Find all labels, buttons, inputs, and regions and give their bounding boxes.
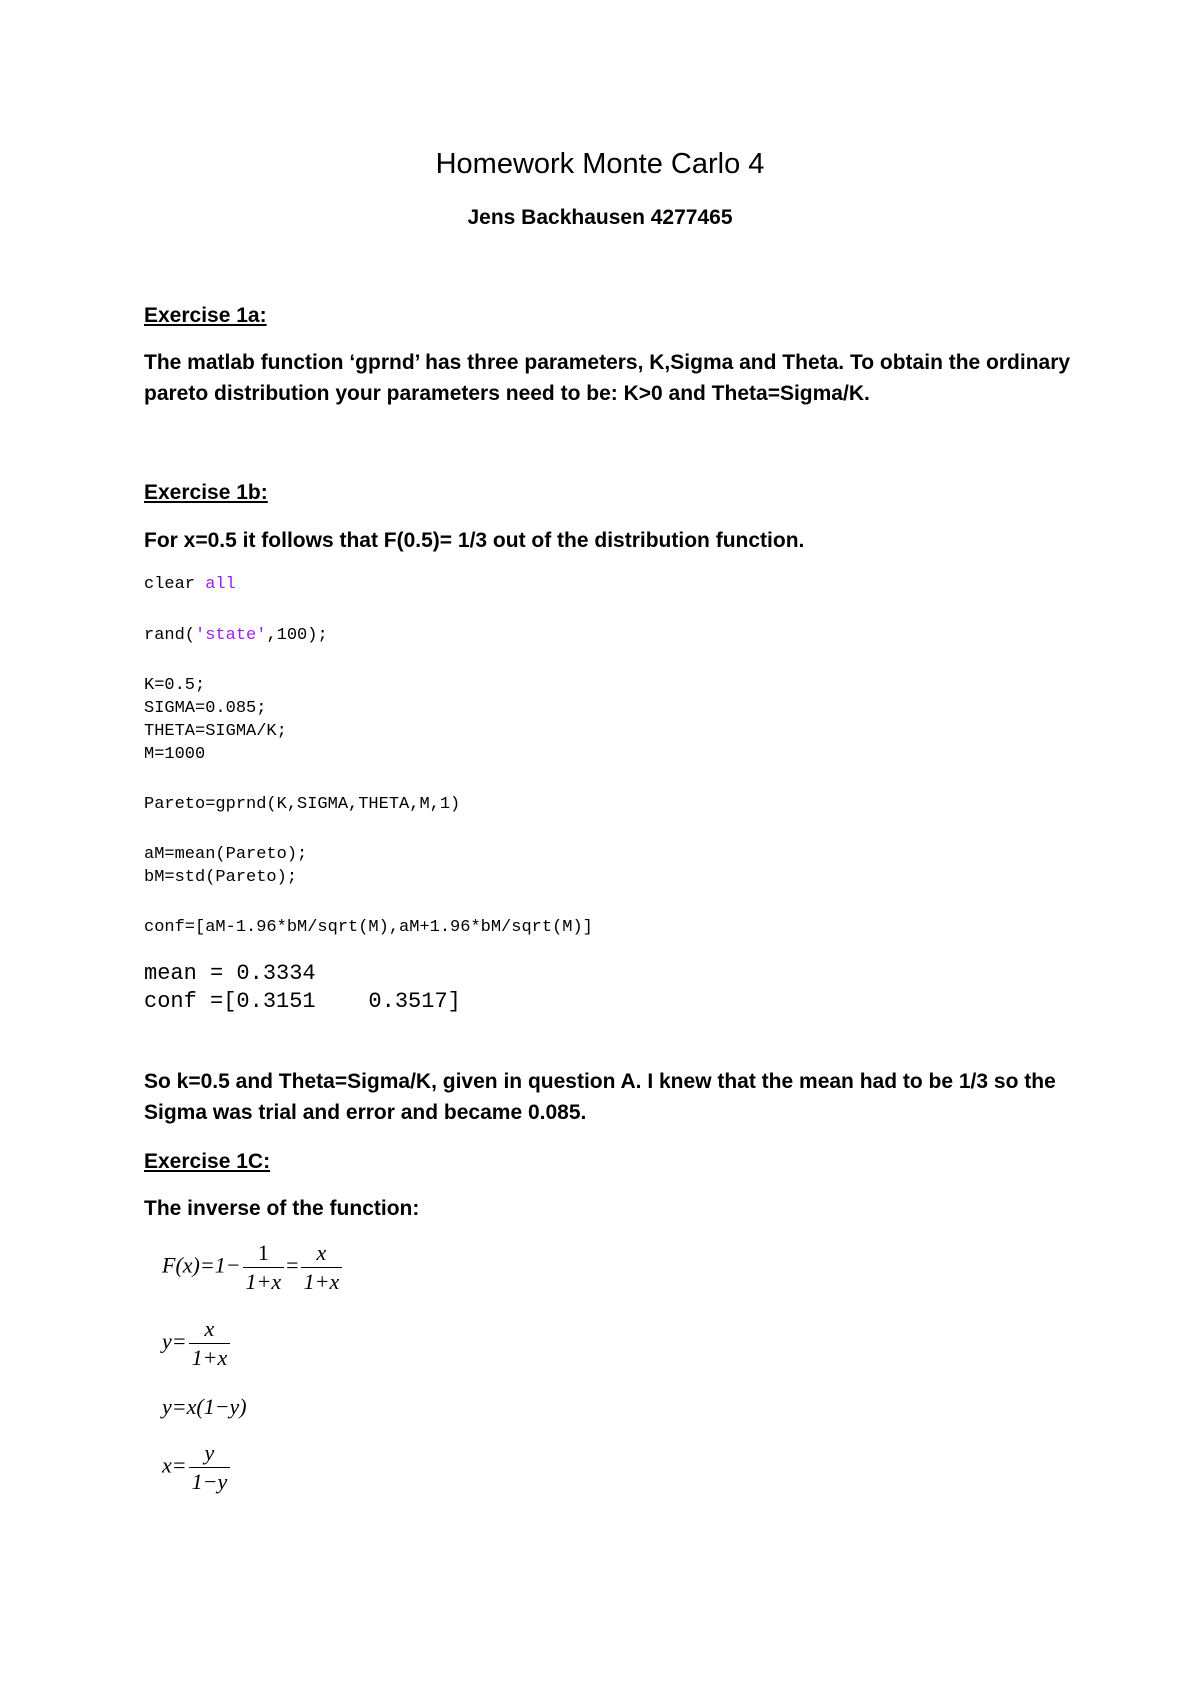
equation-1-numerator-1: 1	[257, 1240, 269, 1265]
equation-2-fraction	[189, 1316, 231, 1371]
equation-1-denominator-1: 1+x	[243, 1267, 285, 1295]
equation-2-denominator: 1+x	[189, 1343, 231, 1371]
code-line-k: K=0.5;	[144, 676, 206, 695]
code-keyword-all: all	[205, 575, 236, 594]
code-line-am: aM=mean(Pareto);	[144, 845, 308, 864]
equation-4-lhs: x=	[162, 1452, 187, 1478]
equation-1-denominator-2: 1+x	[301, 1267, 343, 1295]
code-rand-call: rand(	[144, 626, 196, 645]
code-line-pareto: Pareto=gprnd(K,SIGMA,THETA,M,1)	[144, 795, 461, 814]
exercise-1b-conclusion-line-2: Sigma was trial and error and became 0.085.	[144, 1101, 587, 1124]
output-conf: conf =[0.3151 0.3517]	[144, 989, 461, 1014]
code-line-rand	[144, 624, 328, 647]
document-title: Homework Monte Carlo 4	[435, 148, 765, 180]
exercise-1c-heading: Exercise 1C:	[144, 1150, 271, 1173]
equation-4-denominator: 1−y	[189, 1467, 231, 1495]
equation-1-numerator-2: x	[316, 1240, 327, 1265]
code-line-clear	[144, 573, 236, 596]
code-rand-string: 'state'	[195, 626, 267, 645]
equation-4-fraction	[189, 1440, 231, 1495]
code-rand-args: ,100);	[266, 626, 328, 645]
equation-1-lhs: F(x)=1−	[162, 1252, 241, 1278]
code-line-theta: THETA=SIGMA/K;	[144, 722, 287, 741]
equation-1-fraction-1	[243, 1240, 285, 1295]
equation-1-equals: =	[286, 1252, 299, 1278]
equation-1	[162, 1240, 344, 1295]
exercise-1a-line-1: The matlab function ‘gprnd’ has three parameters, K,Sigma and Theta. To obtain the ordinary	[144, 351, 1071, 374]
equation-2-numerator: x	[204, 1316, 215, 1341]
output-mean: mean = 0.3334	[144, 961, 316, 986]
code-line-conf: conf=[aM-1.96*bM/sqrt(M),aM+1.96*bM/sqrt(M)]	[144, 918, 593, 937]
equation-4	[162, 1440, 232, 1495]
exercise-1a-line-2: pareto distribution your parameters need to be: K>0 and Theta=Sigma/K.	[144, 382, 870, 405]
equation-4-numerator: y	[204, 1440, 215, 1465]
author-line: Jens Backhausen 4277465	[467, 206, 733, 229]
exercise-1b-intro: For x=0.5 it follows that F(0.5)= 1/3 out of the distribution function.	[144, 529, 805, 552]
exercise-1b-heading: Exercise 1b:	[144, 481, 268, 504]
equation-1-fraction-2	[301, 1240, 343, 1295]
equation-3: y=x(1−y)	[162, 1394, 247, 1419]
code-line-m: M=1000	[144, 745, 206, 764]
exercise-1c-intro: The inverse of the function:	[144, 1197, 420, 1220]
equation-2-lhs: y=	[162, 1328, 187, 1354]
code-line-sigma: SIGMA=0.085;	[144, 699, 267, 718]
exercise-1b-conclusion-line-1: So k=0.5 and Theta=Sigma/K, given in question A. I knew that the mean had to be 1/3 so the	[144, 1070, 1056, 1093]
exercise-1a-heading: Exercise 1a:	[144, 304, 267, 327]
equation-2	[162, 1316, 232, 1371]
code-keyword-clear: clear	[144, 575, 206, 594]
code-line-bm: bM=std(Pareto);	[144, 868, 298, 887]
